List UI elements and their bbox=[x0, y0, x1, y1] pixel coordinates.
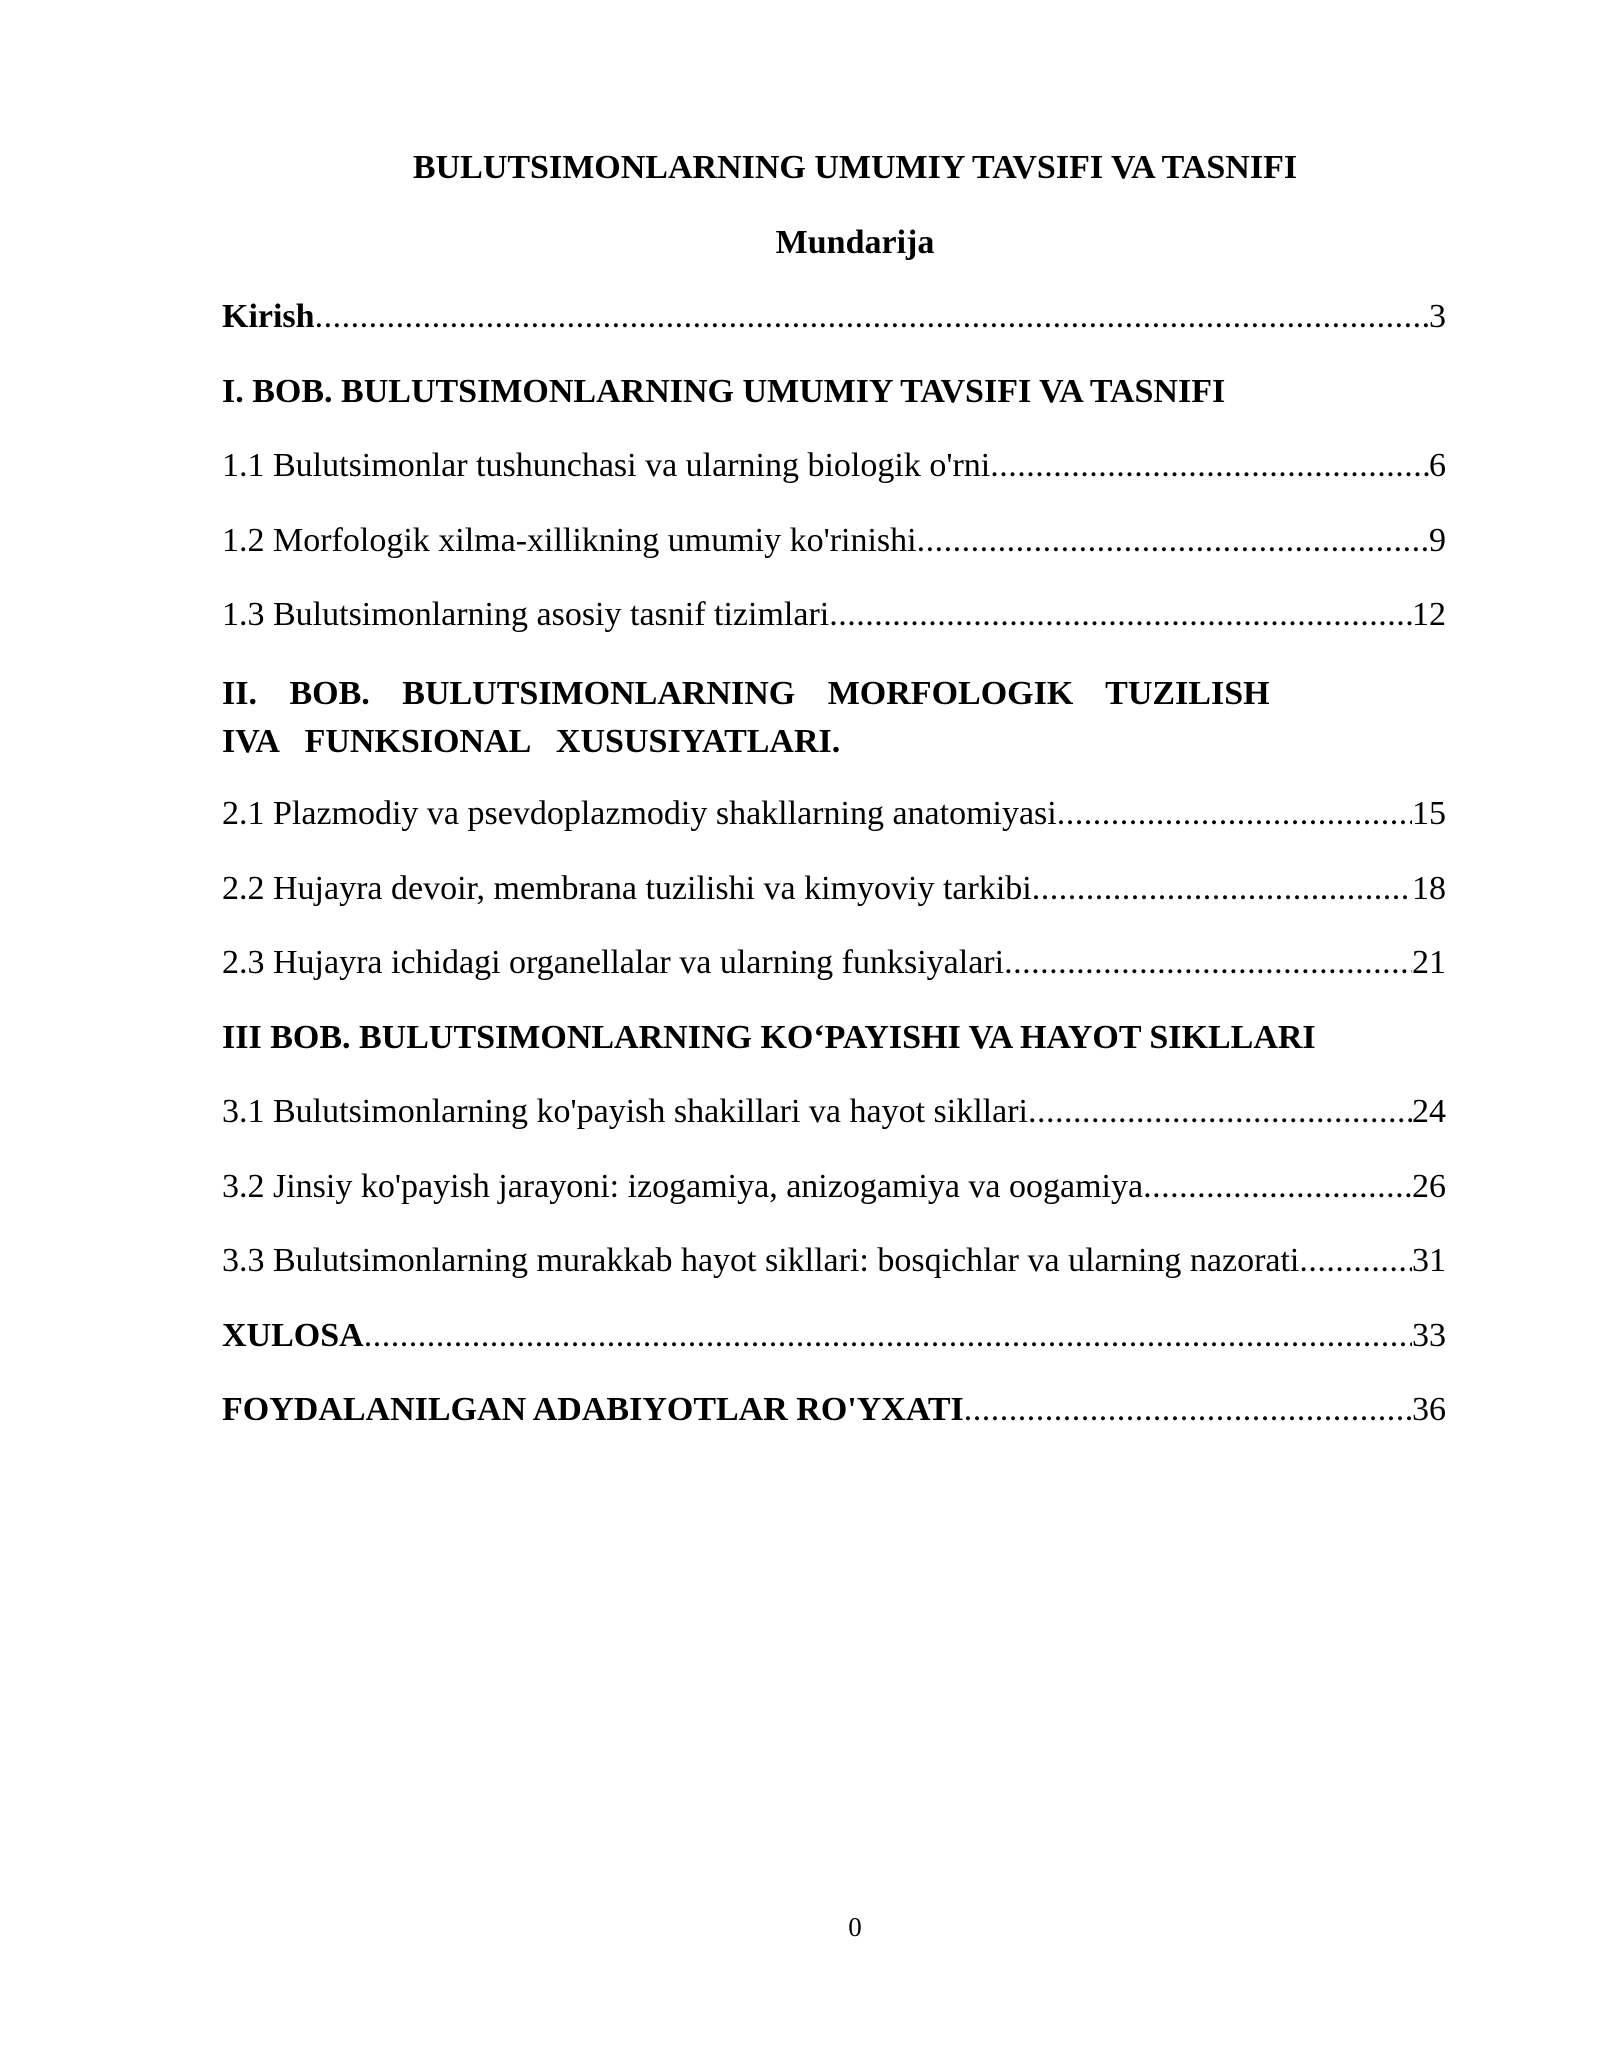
toc-entry-label: 1.1 Bulutsimonlar tushunchasi va ularning biologik o'rni bbox=[222, 447, 991, 484]
toc-leader-dots bbox=[1032, 868, 1412, 910]
toc-page-number: 3 bbox=[1429, 298, 1446, 335]
toc-page-number: 6 bbox=[1429, 447, 1446, 484]
chapter-2-title-line-1: II. BOB. BULUTSIMONLARNING MORFOLOGIK TUZILISH bbox=[222, 675, 1270, 712]
toc-entry-label: 2.2 Hujayra devoir, membrana tuzilishi va kimyoviy tarkibi bbox=[222, 870, 1032, 907]
toc-page-number: 26 bbox=[1412, 1168, 1446, 1205]
toc-leader-dots bbox=[1028, 1091, 1412, 1133]
toc-entry-label: 3.1 Bulutsimonlarning ko'payish shakillari va hayot sikllari bbox=[222, 1093, 1028, 1130]
toc-leader-dots bbox=[1004, 942, 1412, 984]
toc-leader-dots bbox=[917, 520, 1429, 562]
toc-entry-label: 2.3 Hujayra ichidagi organellalar va ularning funksiyalari bbox=[222, 944, 1005, 981]
page-number: 0 bbox=[848, 1912, 862, 1942]
toc-entry-3-2 bbox=[222, 1166, 1446, 1208]
toc-page-number: 24 bbox=[1412, 1093, 1446, 1130]
toc-leader-dots bbox=[990, 445, 1429, 487]
toc-page-number: 15 bbox=[1412, 795, 1446, 832]
toc-entry-label: Kirish bbox=[222, 298, 315, 335]
toc-heading: Mundarija bbox=[775, 224, 935, 261]
toc-entry-conclusion bbox=[222, 1315, 1446, 1357]
toc-leader-dots bbox=[364, 1315, 1412, 1357]
chapter-1-title: I. BOB. BULUTSIMONLARNING UMUMIY TAVSIFI VA TASNIFI bbox=[222, 373, 1226, 410]
toc-leader-dots bbox=[315, 296, 1429, 338]
toc-page-number: 21 bbox=[1412, 944, 1446, 981]
toc-entry-2-1 bbox=[222, 793, 1446, 835]
toc-entry-label: 1.3 Bulutsimonlarning asosiy tasnif tizimlari bbox=[222, 596, 830, 633]
toc-entry-references bbox=[222, 1389, 1446, 1431]
toc-entry-label: 3.3 Bulutsimonlarning murakkab hayot sikllari: bosqichlar va ularning nazorati bbox=[222, 1242, 1300, 1279]
toc-entry-label: 1.2 Morfologik xilma-xillikning umumiy ko'rinishi bbox=[222, 522, 917, 559]
toc-leader-dots bbox=[1299, 1240, 1412, 1282]
chapter-2-title bbox=[222, 670, 1337, 766]
toc-entry-2-3 bbox=[222, 942, 1446, 984]
toc-leader-dots bbox=[829, 594, 1412, 636]
toc-entry-label: XULOSA bbox=[222, 1317, 364, 1354]
toc-entry-3-1 bbox=[222, 1091, 1446, 1133]
toc-page-number: 31 bbox=[1412, 1242, 1446, 1279]
toc-page-number: 36 bbox=[1412, 1391, 1446, 1428]
document-title: BULUTSIMONLARNING UMUMIY TAVSIFI VA TASNIFI bbox=[412, 149, 1298, 186]
toc-entry-1-3 bbox=[222, 594, 1446, 636]
toc-entry-label: 3.2 Jinsiy ko'payish jarayoni: izogamiya, anizogamiya va oogamiya bbox=[222, 1168, 1144, 1205]
toc-leader-dots bbox=[964, 1389, 1412, 1431]
toc-leader-dots bbox=[1057, 793, 1412, 835]
toc-entry-3-3 bbox=[222, 1240, 1446, 1282]
toc-page-number: 9 bbox=[1429, 522, 1446, 559]
toc-entry-intro bbox=[222, 296, 1446, 338]
chapter-3-title: III BOB. BULUTSIMONLARNING KO‘PAYISHI VA HAYOT SIKLLARI bbox=[222, 1019, 1316, 1056]
toc-entry-1-1 bbox=[222, 445, 1446, 487]
toc-page-number: 12 bbox=[1412, 596, 1446, 633]
toc-entry-1-2 bbox=[222, 520, 1446, 562]
toc-entry-2-2 bbox=[222, 868, 1446, 910]
toc-page-number: 33 bbox=[1412, 1317, 1446, 1354]
toc-entry-label: 2.1 Plazmodiy va psevdoplazmodiy shakllarning anatomiyasi bbox=[222, 795, 1057, 832]
chapter-2-title-line-2: IVA FUNKSIONAL XUSUSIYATLARI. bbox=[222, 723, 841, 760]
toc-leader-dots bbox=[1143, 1166, 1412, 1208]
toc-page-number: 18 bbox=[1412, 870, 1446, 907]
toc-entry-label: FOYDALANILGAN ADABIYOTLAR RO'YXATI bbox=[222, 1391, 964, 1428]
